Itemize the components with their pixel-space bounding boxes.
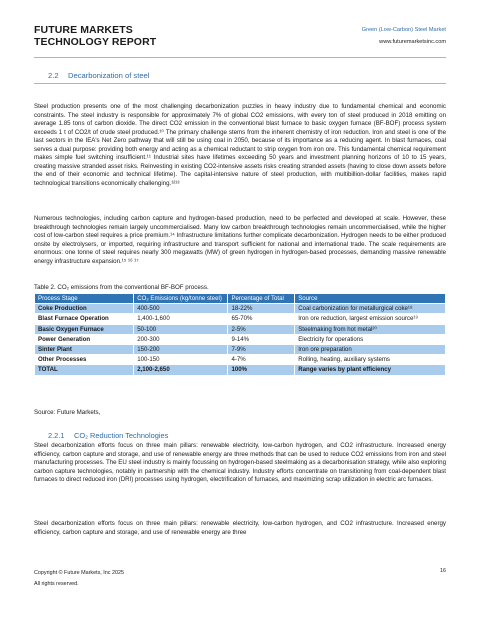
cell-source: Iron ore preparation <box>295 345 446 355</box>
cell-percentage: 7-9% <box>228 345 295 355</box>
paragraph-reduction: Steel decarbonization efforts focus on three main pillars: renewable electricity, low-carbon hydrogen, and CO2 infrastructure. Increased energy efficiency, carbon capture and storage, and use of renewable energy are three methods that can be used to reduce CO2 emissions from iron and steel manufacturing processes. The EU steel industry is mainly focussing on hydrogen-based steelmaking as a decarbonisation strategy, while also exploring carbon capture technologies, notably in partnership with the chemical industry. Industry efforts concentrate on transitioning from coal-dependent blast furnaces to direct reduced iron (DRI) processes using hydrogen, electrification of furnaces, and maximizing scrap utilization in electric arc furnaces. <box>34 442 446 483</box>
copyright-text: Copyright © Future Markets, Inc 2025 <box>34 570 124 576</box>
cell-emissions: 200-300 <box>134 334 228 344</box>
cell-stage: Sinter Plant <box>35 345 134 355</box>
cell-stage: Coke Production <box>35 304 134 314</box>
cell-emissions: 150-200 <box>134 345 228 355</box>
cell-percentage: 18-22% <box>228 304 295 314</box>
cell-total-source: Range varies by plant efficiency <box>295 365 446 375</box>
table-row <box>35 334 446 344</box>
cell-total-label: TOTAL <box>35 365 134 375</box>
page-header <box>34 24 446 56</box>
cell-source: Steelmaking from hot metal²⁰ <box>295 324 446 334</box>
paragraph-technologies: Numerous technologies, including carbon capture and hydrogen-based production, need to be perfected and developed at scale. However, these breakthrough technologies remain largely uncommercialised. Many low carbon breakthrough technologies remain uncommercialised, while the higher cost of low-carbon steel requires a price premium.¹⁴ Infrastructure limitations further complicate decarbonization. Hydrogen needs to be either produced onsite by electrolysers, or imported, requiring infrastructure and transport sufficient for national and international trade. The scale requirements are enormous: one tonne of steel requires nearly 300 megawatts (MW) of green hydrogen in hydrogen-based processes, demanding massive renewable energy infrastructure expansion.¹⁵ ¹⁶ ¹⁷ <box>34 215 446 265</box>
section-number: 2.2 <box>48 71 59 80</box>
website-url[interactable]: www.futuremarketsinc.com <box>379 39 446 45</box>
section-title: Decarbonization of steel <box>68 71 150 80</box>
table-row <box>35 324 446 334</box>
header-co2-emissions: CO₂ Emissions (kg/tonne steel) <box>134 294 228 304</box>
section-divider <box>34 83 446 84</box>
cell-emissions: 100-150 <box>134 355 228 365</box>
page-number: 16 <box>440 568 446 574</box>
cell-stage: Other Processes <box>35 355 134 365</box>
brand-name: FUTURE MARKETS <box>34 24 133 36</box>
table-row <box>35 314 446 324</box>
cell-source: Rolling, heating, auxiliary systems <box>295 355 446 365</box>
table-row <box>35 355 446 365</box>
report-title: Green (Low-Carbon) Steel Market <box>361 27 446 33</box>
cell-percentage: 9-14% <box>228 334 295 344</box>
header-percentage: Percentage of Total <box>228 294 295 304</box>
cell-source: Iron ore reduction, largest emission source¹⁹ <box>295 314 446 324</box>
subsection-number: 2.2.1 <box>48 431 65 440</box>
header-process-stage: Process Stage <box>35 294 134 304</box>
paragraph-pillars: Steel decarbonization efforts focus on three main pillars: renewable electricity, low-carbon hydrogen, and CO2 infrastructure. Increased energy efficiency, carbon capture and storage, and use of renewable energy are three <box>34 520 446 536</box>
table-caption: Table 2. CO₂ emissions from the conventional BF-BOF process. <box>34 284 209 291</box>
section-heading <box>48 71 149 80</box>
brand-subtitle: TECHNOLOGY REPORT <box>34 36 157 48</box>
emissions-table <box>34 293 446 376</box>
cell-stage: Basic Oxygen Furnace <box>35 324 134 334</box>
page-footer <box>34 568 124 590</box>
table-row <box>35 345 446 355</box>
table-source-note: Source: Future Markets, <box>34 409 101 416</box>
cell-total-emissions: 2,100-2,650 <box>134 365 228 375</box>
rights-text: All rights reserved. <box>34 581 79 587</box>
header-divider <box>34 57 446 58</box>
cell-total-percentage: 100% <box>228 365 295 375</box>
subsection-heading <box>48 431 168 440</box>
cell-emissions: 50-100 <box>134 324 228 334</box>
header-source: Source <box>295 294 446 304</box>
table-header-row <box>35 294 446 304</box>
cell-percentage: 2-5% <box>228 324 295 334</box>
cell-percentage: 65-70% <box>228 314 295 324</box>
cell-source: Electricity for operations <box>295 334 446 344</box>
cell-emissions: 1,400-1,600 <box>134 314 228 324</box>
header-right <box>362 24 446 48</box>
cell-emissions: 400-500 <box>134 304 228 314</box>
cell-stage: Power Generation <box>35 334 134 344</box>
cell-percentage: 4-7% <box>228 355 295 365</box>
table-total-row <box>35 365 446 375</box>
subsection-title: CO₂ Reduction Technologies <box>74 431 169 440</box>
cell-stage: Blast Furnace Operation <box>35 314 134 324</box>
table-row <box>35 304 446 314</box>
paragraph-intro: Steel production presents one of the most challenging decarbonization puzzles in heavy industry due to fundamental chemical and economic constraints. The steel industry is responsible for approximately 7% of global CO2 emissions, with every ton of steel produced in 2018 emitting on average 1.85 tons of carbon dioxide. The direct CO2 emission in the conventional blast furnace to basic oxygen furnace (BF-BOF) process system exceeds 1 t of CO2/t of crude steel produced.¹⁰ The primary challenge stems from the inherent chemistry of iron reduction. Iron and steel is one of the last sectors in the IEA's Net Zero pathway that will still be using coal in 2050, because of its importance as a reducing agent. In blast furnaces, coal serves a dual purpose: providing both energy and acting as a chemical reductant to strip oxygen from iron ore. This fundamental chemical requirement makes simple fuel switching insufficient.¹¹ Industrial sites have lifetimes exceeding 50 years and investment planning horizons of 10 to 15 years, creating massive stranded asset risks. Reinvesting in existing CO2-intensive assets risks creating stranded assets (having to close down assets before the end of their economic and technical lifetime). The capital-intensive nature of steel production, with multibillion-dollar facilities, makes rapid technological transitions economically challenging.¹²¹³ <box>34 103 446 187</box>
cell-source: Coal carbonization for metallurgical coke¹⁸ <box>295 304 446 314</box>
